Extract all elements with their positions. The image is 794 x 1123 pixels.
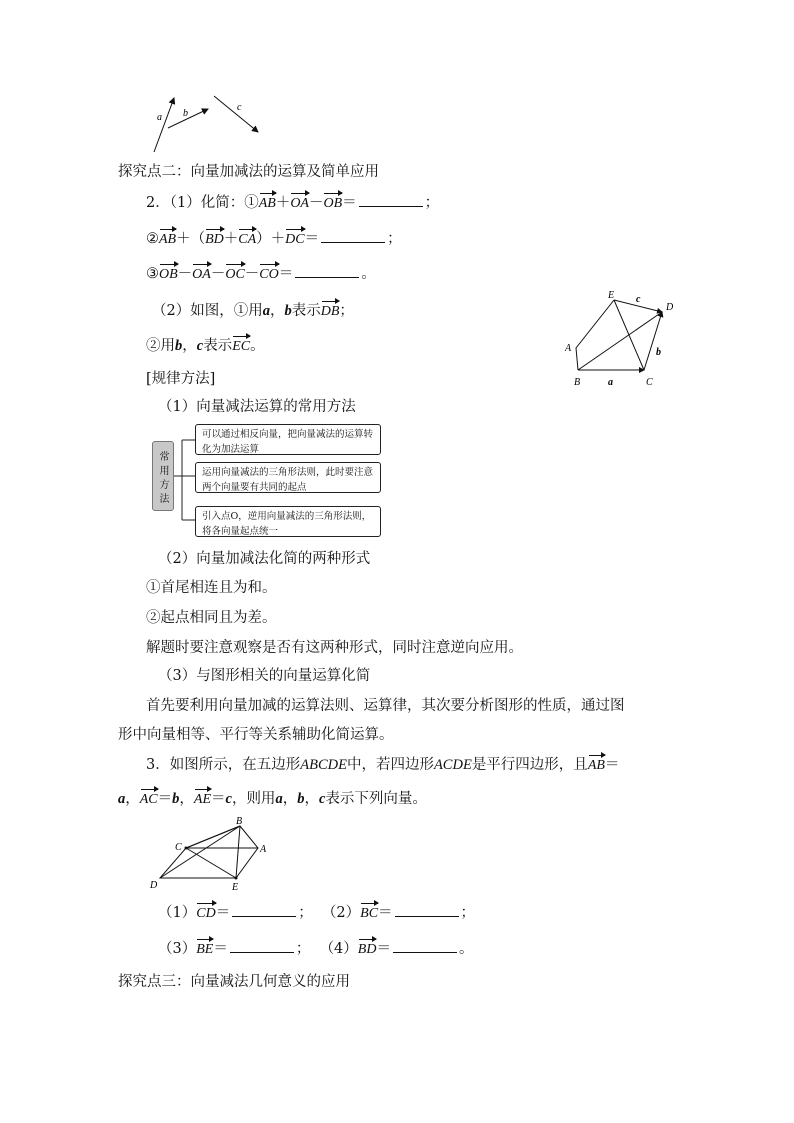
section-2-heading: 探究点二：向量加减法的运算及简单应用: [118, 164, 379, 180]
vectors-abc-figure: [140, 88, 270, 158]
rules-h2: （2）向量加减法化简的两种形式: [158, 551, 371, 567]
answer-blank[interactable]: [395, 904, 459, 917]
pt-D: D: [666, 302, 674, 313]
rules-p2: 形中向量相等、平行等关系辅助化简运算。: [118, 727, 394, 743]
pt-C: C: [646, 377, 653, 388]
q2-part2-line1: （2）如图，①用a，b表示DB；: [152, 303, 354, 319]
answer-blank[interactable]: [393, 940, 457, 953]
q3-items-row1: （1）CD＝ ； （2）BC＝ ；: [158, 905, 476, 921]
q3-pt-A: A: [260, 844, 267, 855]
lbl-c: c: [636, 294, 641, 305]
rules-l2: ②起点相同且为差。: [146, 610, 277, 626]
q3-pt-C: C: [175, 842, 182, 853]
label-a: a: [157, 112, 162, 123]
pt-B: B: [574, 377, 581, 388]
q3-line1: 3．如图所示，在五边形ABCDE中，若四边形ACDE是平行四边形，且AB＝: [146, 757, 620, 773]
answer-blank[interactable]: [295, 265, 359, 278]
q2-line2: ②AB＋（BD＋CA）＋DC＝ ；: [146, 231, 402, 247]
method-label: 常用方法: [152, 441, 174, 511]
pt-E: E: [608, 290, 615, 301]
q3-pt-E: E: [232, 882, 239, 893]
q3-figure: [146, 814, 276, 894]
label-c: c: [237, 102, 242, 113]
rules-p1: 首先要利用向量加减的运算法则、运算律，其次要分析图形的性质，通过图: [146, 698, 625, 714]
rules-h1: （1）向量减法运算的常用方法: [158, 399, 356, 415]
vec-AB: AB: [587, 758, 605, 773]
pt-A: A: [565, 343, 572, 354]
answer-blank[interactable]: [359, 194, 423, 207]
rules-heading: [规律方法]: [146, 371, 216, 387]
q2-line3: ③OB－OA－OC－CO＝ 。: [146, 266, 376, 282]
lbl-a: a: [608, 377, 613, 388]
lbl-b: b: [656, 347, 661, 358]
q2-part2-line2: ②用b，c表示EC。: [146, 338, 265, 354]
method-box-1: 可以通过相反向量，把向量减法的运算转化为加法运算: [195, 424, 381, 455]
rules-l1: ①首尾相连且为和。: [146, 580, 277, 596]
q3-items-row2: （3）BE＝ ； （4）BD＝ 。: [158, 941, 474, 957]
q2-line1: 2．（1）化简：①AB＋OA－OB＝ ；: [146, 195, 440, 211]
method-box-2: 运用向量减法的三角形法则，此时要注意两个向量要有共同的起点: [195, 462, 381, 493]
rules-h3: （3）与图形相关的向量运算化简: [158, 668, 371, 684]
q3-pt-D: D: [150, 880, 158, 891]
answer-blank[interactable]: [230, 940, 294, 953]
q3-line2: a，AC＝b，AE＝c，则用a，b，c表示下列向量。: [118, 791, 427, 807]
section-3-heading: 探究点三：向量减法几何意义的应用: [118, 974, 350, 990]
pentagon-figure: [558, 288, 688, 392]
rules-l3: 解题时要注意观察是否有这两种形式，同时注意逆向应用。: [146, 640, 523, 656]
method-box-3: 引入点O，逆用向量减法的三角形法则，将各向量起点统一: [195, 506, 381, 537]
answer-blank[interactable]: [321, 230, 385, 243]
q3-pt-B: B: [236, 816, 243, 827]
answer-blank[interactable]: [232, 904, 296, 917]
label-b: b: [183, 108, 188, 119]
